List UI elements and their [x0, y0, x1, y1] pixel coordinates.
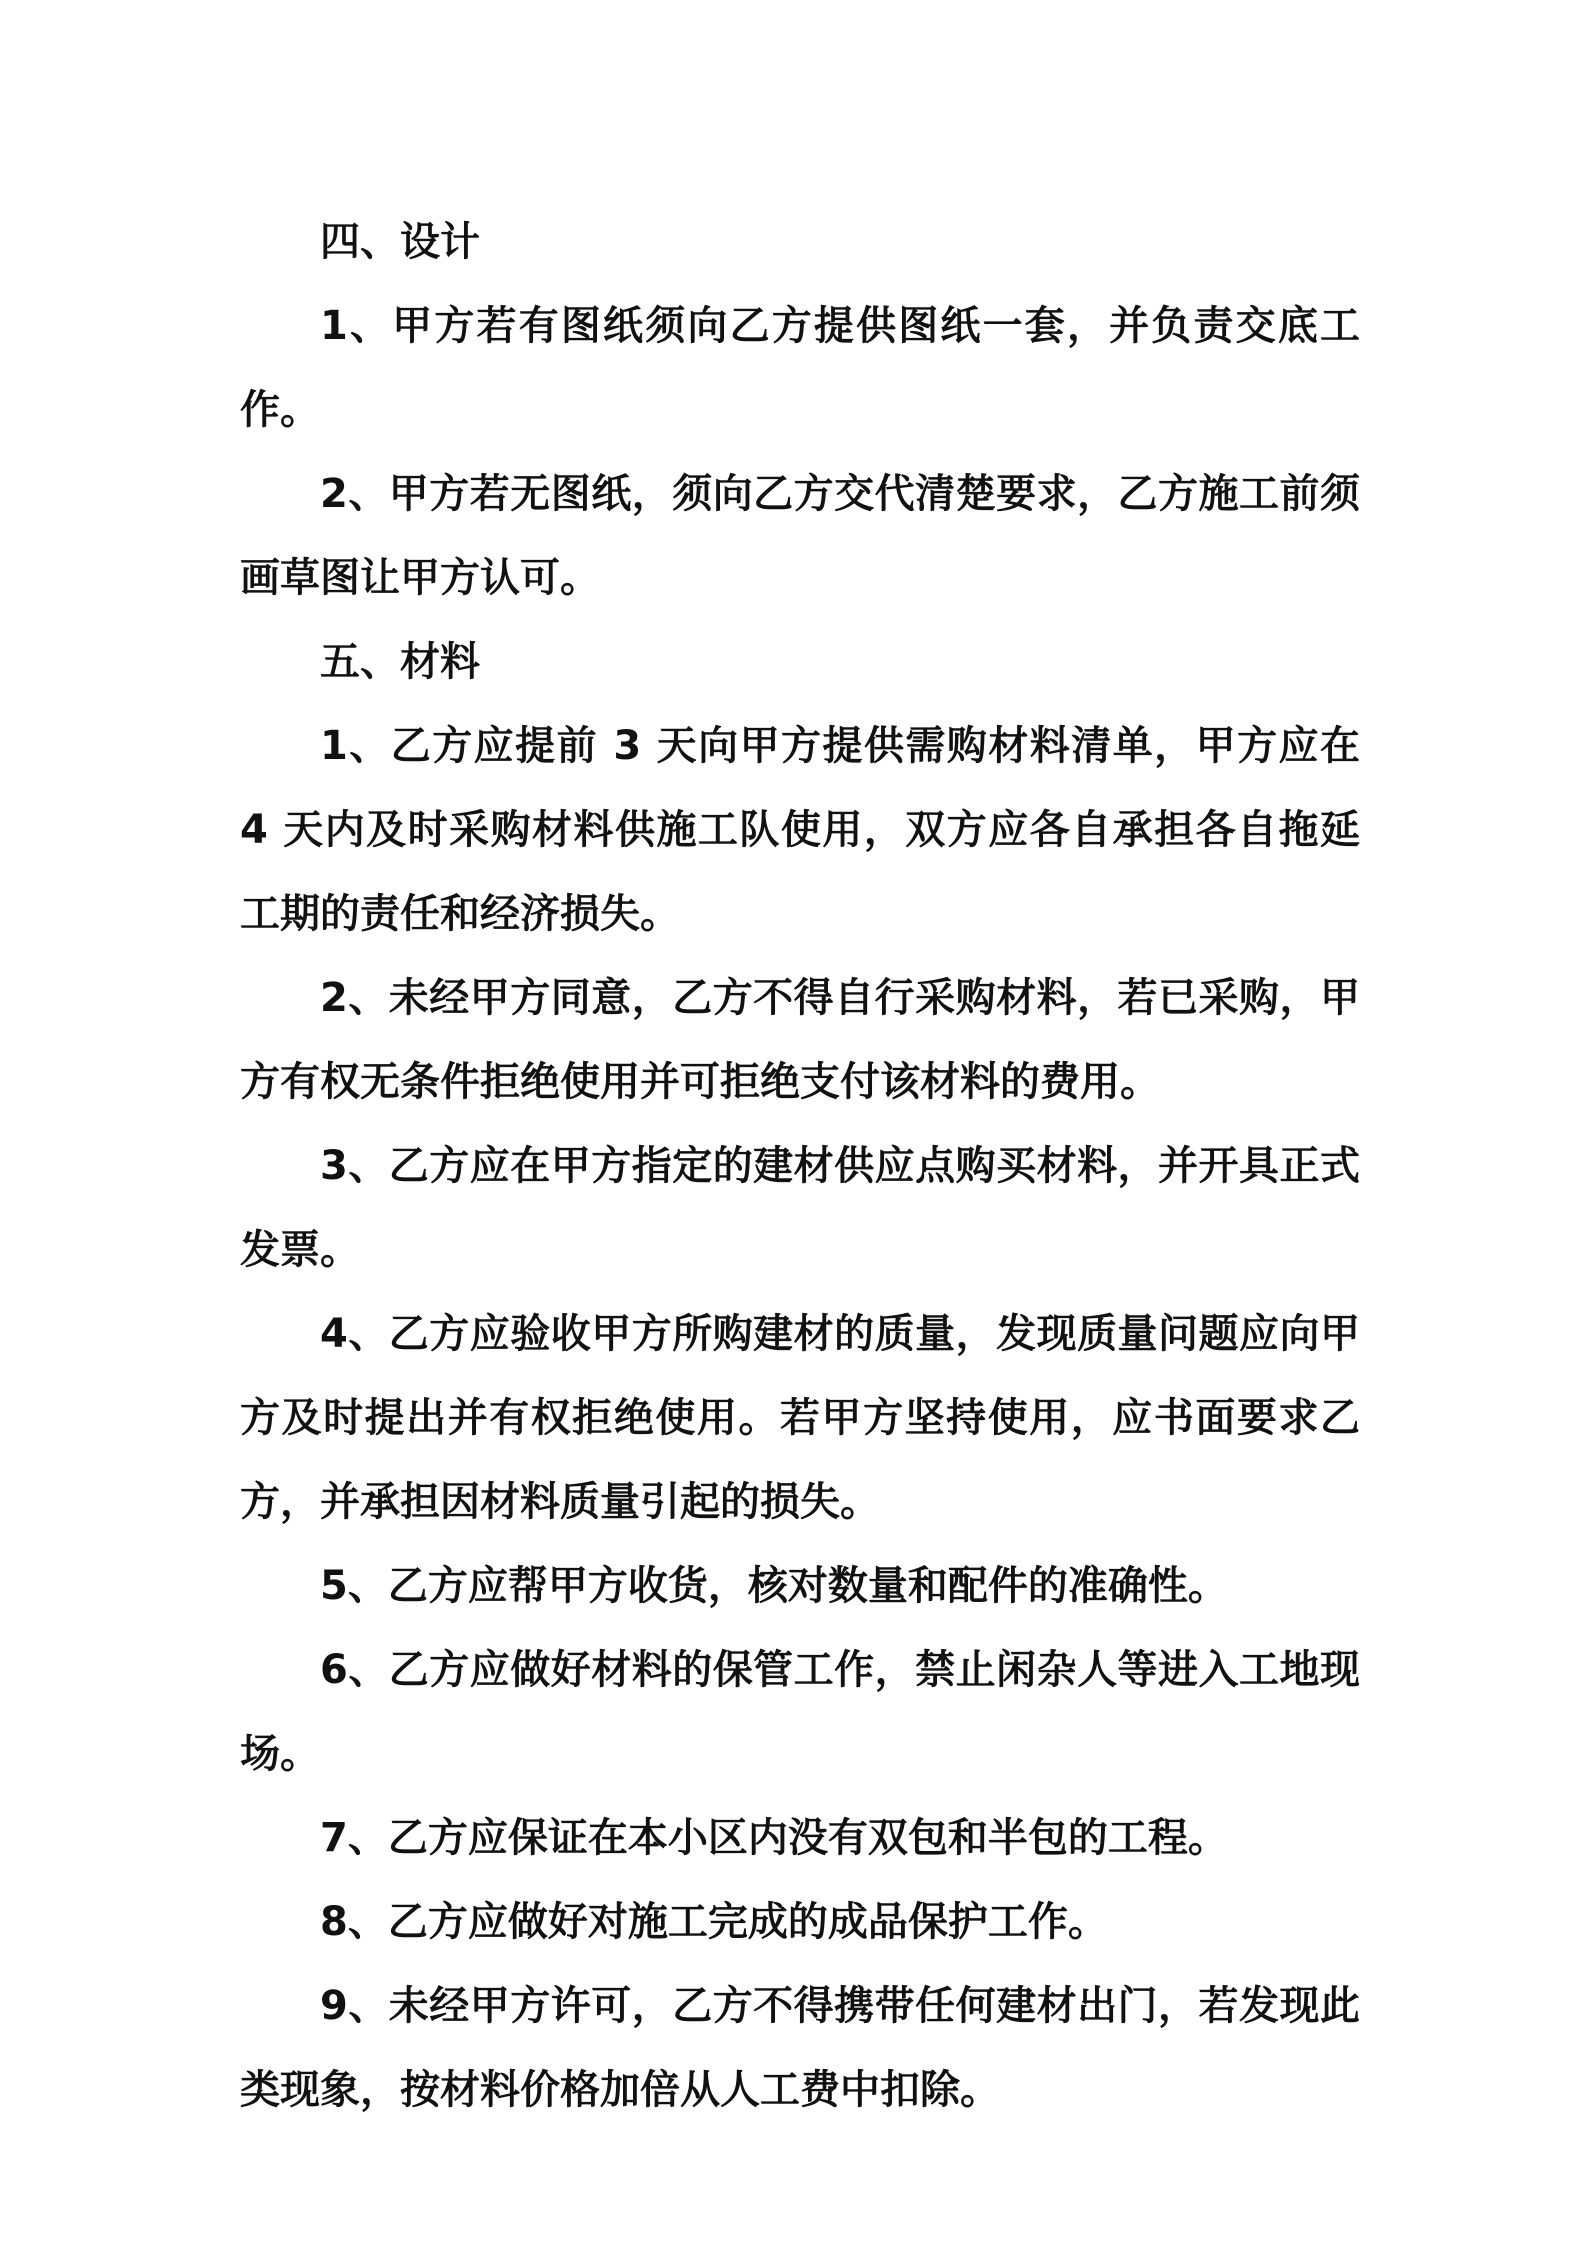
materials-clause-3: 3、乙方应在甲方指定的建材供应点购买材料，并开具正式发票。: [240, 1143, 1360, 1273]
materials-clause-4: 4、乙方应验收甲方所购建材的质量，发现质量问题应向甲方及时提出并有权拒绝使用。若甲方坚持使用，应书面要求乙方，并承担因材料质量引起的损失。: [240, 1311, 1360, 1525]
section-heading-materials: 五、材料: [320, 639, 480, 685]
document-page: [240, 200, 1360, 2132]
materials-clause-1: 1、乙方应提前 3 天向甲方提供需购材料清单，甲方应在 4 天内及时采购材料供施工队使用，双方应各自承担各自拖延工期的责任和经济损失。: [240, 723, 1360, 937]
materials-clause-8: 8、乙方应做好对施工完成的成品保护工作。: [320, 1899, 1108, 1945]
design-clause-2: 2、甲方若无图纸，须向乙方交代清楚要求，乙方施工前须画草图让甲方认可。: [240, 471, 1360, 601]
materials-clause-9: 9、未经甲方许可，乙方不得携带任何建材出门，若发现此类现象，按材料价格加倍从人工费中扣除。: [240, 1983, 1360, 2113]
section-heading-design: 四、设计: [320, 219, 480, 265]
materials-clause-7: 7、乙方应保证在本小区内没有双包和半包的工程。: [320, 1815, 1228, 1861]
materials-clause-2: 2、未经甲方同意，乙方不得自行采购材料，若已采购，甲方有权无条件拒绝使用并可拒绝支付该材料的费用。: [240, 975, 1360, 1105]
materials-clause-5: 5、乙方应帮甲方收货，核对数量和配件的准确性。: [320, 1563, 1228, 1609]
materials-clause-6: 6、乙方应做好材料的保管工作，禁止闲杂人等进入工地现场。: [240, 1647, 1360, 1777]
design-clause-1: 1、甲方若有图纸须向乙方提供图纸一套，并负责交底工作。: [240, 303, 1360, 433]
